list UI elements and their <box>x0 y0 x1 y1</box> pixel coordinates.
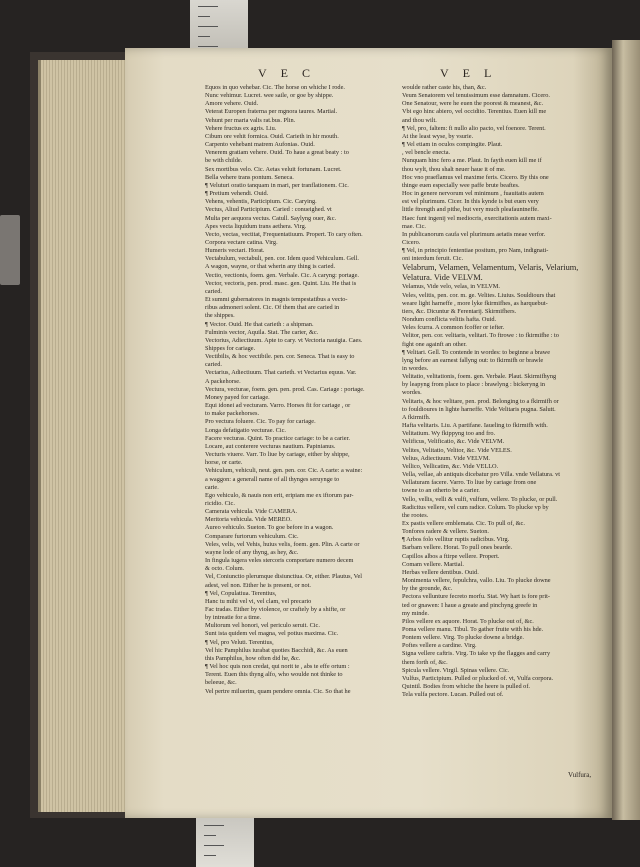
text-line: Apes vecta liquidum trans aethera. Virg. <box>205 222 307 230</box>
text-line: Multorum vel honori, vel periculo seruit. Cic. <box>205 622 320 630</box>
text-line: by intreatie for a time. <box>205 614 262 622</box>
measurement-ruler-bottom <box>196 815 254 867</box>
text-line: In fingula iugera veles stercoris comportare numero decem <box>205 557 354 565</box>
text-line: ¶ Arbos folo vellitur ruptis radicibus. Virg. <box>402 536 510 544</box>
text-line: Velificus, Velificatio, &c. Vide VELVM. <box>402 438 505 446</box>
text-line: ¶ Velitari. Gell. To contende in wordes: to beginne a brawe <box>402 348 551 356</box>
text-line: Capillos albos a ftirpe vellere. Propert. <box>402 552 500 560</box>
text-line: ricidio. Cic. <box>205 499 235 507</box>
text-line: Veum Senatorem vel tenuissimum esse damnatum. Cicero. <box>402 92 550 100</box>
text-line: mae. Cic. <box>402 222 426 230</box>
text-line: Venerem gratiam vehere. Ouid. To haue a great beaty : to <box>205 149 349 157</box>
text-line: Cibum ore vehit formica. Ouid. Carieth in hir mouth. <box>205 132 339 140</box>
text-line: caried. <box>205 361 222 369</box>
text-line: Vella, vellae, ab antiquis dicebatur pro Villa. vnde Vellatura. vt <box>402 471 560 479</box>
text-line: Shippes for cariage. <box>205 345 256 352</box>
page-edges <box>38 60 133 812</box>
right-column <box>402 84 610 699</box>
text-line: in wordes. <box>402 365 429 372</box>
text-line: Velitor, pen. cor. velitaris, velitari. To ftrowe : to fkirmifhe : to <box>402 332 559 340</box>
text-line: Vel hic Pamphilus iurabat quoties Bacchidi, &c. As euen <box>205 646 348 654</box>
text-line: weare light harneffe , more lyke fkirmifhes, as harquebut- <box>402 299 548 307</box>
text-line: est vel plurimum. Cicer. In this kynde is but euen very <box>402 198 539 206</box>
text-line: Vehens, vehentis, Participium. Cic. Carying. <box>205 198 317 206</box>
text-line: Nondum conflicta velitis hafta. Ouid. <box>402 316 497 324</box>
text-line: Velius, Adiectiuum. Vide VELVM. <box>402 454 491 462</box>
text-line: ¶ Pretium vehendi. Ouid. <box>205 190 269 198</box>
text-line: Bella vehere trans pontum. Seneca. <box>205 173 294 181</box>
text-line: the rootes. <box>402 511 429 519</box>
text-line: Monimenta vellere, fepulchra, vallo. Liu. To plucke downe <box>402 577 551 585</box>
text-line: Equi idonei ad vecturam. Varro. Horses fit for cariage , or <box>205 402 351 410</box>
text-line: caried. <box>205 287 222 295</box>
text-line: Hoc in genere nervorum vel minimum , fuauitatis autem <box>402 190 544 198</box>
text-line: Aureo vehiculo. Sueton. To goe before in a wagon. <box>205 524 334 532</box>
text-line: them forth of, &c. <box>402 658 448 666</box>
text-line: little ftrength and pithe, but very much pleafauntneffe. <box>402 206 539 214</box>
text-line: Nunc vehimur. Lucret. wee saile, or goe by shippe. <box>205 92 334 100</box>
text-line: my minde. <box>402 609 429 617</box>
text-line: Comparare furtorum vehiculum. Cic. <box>205 532 299 540</box>
text-line: to fouldioures in lighte harneffe. Vide Velitaris pugna. Salutt. <box>402 405 556 413</box>
text-line: A wagon, wayne, or that wherin any thing is caried. <box>205 263 336 271</box>
text-line: by the grounde, &c. <box>402 585 453 593</box>
text-line: Vulfus, Participium. Pulled or plucked of. vt, Vulfa corpora. <box>402 674 554 682</box>
text-line: Cicero. <box>402 238 421 246</box>
text-line: be with childe. <box>205 157 243 165</box>
text-line: Quintil. Bodies from whiche the heere is pulled of. <box>402 683 531 691</box>
text-line: Vectarius, Adiectiuum. That carieth. vt Vectarius equus. Var. <box>205 369 357 377</box>
text-line: lyng before an earnest fallyng out: to fkirmifh or brawle <box>402 356 544 364</box>
text-line: Vectorius, Adiectiuum. Apte to cary. vt Vectoria nauigia. Caes. <box>205 336 363 344</box>
text-line: Hoc vno praeflamus vel maxime feris. Cicero. By this one <box>402 173 549 181</box>
running-head-left: VEC <box>258 66 324 80</box>
text-line: ¶ Vel, Copulatiua. Terentius, <box>205 589 277 597</box>
text-line: Hafta velitaris. Liu. A partifane. Iaueling to fkirmifh with. <box>402 422 548 430</box>
text-line: wordes. <box>402 389 422 397</box>
text-line: Vectura, vecturae, foem. gen. pen. prod. Cas. Cariage : portage. <box>205 385 365 393</box>
text-line: ribus admoneri solent. Cic. Of them that are caried in <box>205 304 340 312</box>
text-line: Vectabulum, vectabuli, pen. cor. Idem quod Vehiculum. Gell. <box>205 255 359 263</box>
text-line: ¶ Vel, pro, faltem: fi nullo alio pacto, vel foenore. Terent. <box>402 124 546 132</box>
text-line: ¶ Vel, in principio fententiae positum, pro Nam, indignati- <box>402 247 549 255</box>
text-line: Vehere fructus ex agris. Liu. <box>205 124 277 132</box>
text-line: carie. <box>205 483 219 491</box>
text-line: Vehunt per maria valis rat.bus. Plin. <box>205 116 296 124</box>
text-line: Haec funt ingenij vel mediocris, exercitationis autem maxi- <box>402 214 552 222</box>
book-clamp <box>0 215 20 285</box>
text-line: Vel pertre miluerim, quam pendere omnia. Cic. So that he <box>205 687 351 695</box>
text-line: Ego vehiculo, & nauis non erit, eripiam me ex iftorum par- <box>205 491 354 499</box>
text-line: Ex pastis vellere emblemata. Cic. To pull of, &c. <box>402 519 525 527</box>
text-line: ¶ Vel hoc quis non credat, qui norit te , abs te effe ortum : <box>205 663 350 671</box>
text-line: Terent. Euen this thyng alfo, who woulde not thinke to <box>205 671 343 679</box>
text-line: Radicitus vellere, vel cum radice. Colum. To plucke vp by <box>402 503 549 511</box>
text-line: Pontem vellere. Virg. To plucke downe a bridge. <box>402 634 524 642</box>
text-line: Sunt ista quidem vel magna, vel potius maxima. Cic. <box>205 630 339 638</box>
text-line: ted or gnawen: I haue a greate and pinchyng greefe in <box>402 601 538 609</box>
text-line: Comam vellere. Martial. <box>402 560 464 568</box>
text-line: woulde rather caste his, than, &c. <box>402 84 487 91</box>
text-line: Tela vulfa pectore. Lucan. Pulled out of. <box>402 691 504 699</box>
text-line: Et summi gubernatores in magnis tempestatibus a vecto- <box>205 296 348 304</box>
text-line: fight one againft an other. <box>402 340 467 348</box>
text-line: to make packehorses. <box>205 410 260 418</box>
text-line: Vecturis viuere. Varr. To liue by cariage, either by shippe, <box>205 451 350 459</box>
text-line: Pilos vellere ex aquore. Horat. To plucke out of, &c. <box>402 617 534 625</box>
text-line: , vel bencle enecta. <box>402 149 451 157</box>
text-line: Velatura. Vide VELVM. <box>402 273 483 283</box>
text-line: and thou wilt. <box>402 116 437 124</box>
text-line: Velitaris, & hoc velitare, pen. prod. Belonging to a fkirmifh or <box>402 397 559 405</box>
text-line: Money payed for cariage. <box>205 393 270 401</box>
catchword: Vulfura, <box>568 771 592 779</box>
text-line: Poftes vellere a cardine. Virg. <box>402 642 477 650</box>
text-line: Veterat Europen fraterna per mgnora taures. Martial. <box>205 108 338 116</box>
text-line: Meritoria vehicula. Vide MEREO. <box>205 516 292 524</box>
text-line: Pectora vellunture fecreto morfu. Stat. Wy hart is fore prit- <box>402 593 550 601</box>
text-line: In publicanorum caufa vel plurimum aetatis meae verfor. <box>402 230 546 238</box>
text-line: Humeris vectari. Horat. <box>205 247 265 255</box>
text-line: Velitatium. Wy fkippyng too and fro. <box>402 430 496 438</box>
text-line: Vector, vectoris, pen. prod. masc. gen. Quint. Liu. He that is <box>205 279 357 287</box>
text-line: Longa defatigatio vecturae. Cic. <box>205 426 286 434</box>
text-line: ¶ Vector. Ouid. He that carieth : a shipman. <box>205 320 314 328</box>
text-line: Velitatio, velitationis, foem. gen. Verbale. Plaut. Skirmifhyng <box>402 373 557 381</box>
text-line: Spicula vellere. Virgil. Spinas vellere. Cic. <box>402 666 510 674</box>
running-head-right: VEL <box>440 66 506 80</box>
text-line: oni interdum feruit. Cic. <box>402 255 464 263</box>
text-line: the shippes. <box>205 312 235 320</box>
text-line: ¶ Vel, pro Veluti. Terentius, <box>205 638 274 646</box>
text-line: Veles, velis, vel Vehis, huius velis, foem. gen. Plin. A carte or <box>205 540 360 548</box>
text-line: Vbi ego hinc abiero, vel occidito. Terentius. Euen kill me <box>402 108 547 116</box>
text-line: ¶ Vel etiam in oculos compingite. Plaut. <box>402 141 503 149</box>
text-line: Vectus, Aliud Participium. Caried : conueighed. vt <box>205 206 332 214</box>
text-line: Tonfores radere & vellere. Sueton. <box>402 528 489 536</box>
text-line: Barbam vellere. Horat. To pull ones bearde. <box>402 544 513 552</box>
text-line: Herbas vellere dentibus. Ouid. <box>402 568 479 576</box>
text-line: Poma vellere manu. Tibul. To gather fruite with his hde. <box>402 626 544 633</box>
text-line: Velamus, Vide velo, velas, in VELVM. <box>402 283 500 291</box>
text-line: Vectio, vectionis, foem. gen. Verbale. Cic. A caryng: portage. <box>205 271 359 279</box>
text-line: Vellaturam facere. Varro. To liue by cariage from one <box>402 479 537 487</box>
text-line: Equos in quo vehebar. Cic. The horse on whiche I rode. <box>205 84 345 91</box>
text-line: towne to an otherto be a carier. <box>402 487 480 495</box>
text-line: Velabrum, Velamen, Velamentum, Velaris, Velarium, <box>402 263 579 273</box>
text-line: Vecto, vectas, vectitat, Frequentatiuum. Propert. To cary often. <box>205 230 363 238</box>
text-line: Fulminis vector, Aquila. Stat. The carier, &c. <box>205 328 319 336</box>
text-line: tiers, &c. Dicuntur & Ferentarij. Skirmifhers. <box>402 307 517 315</box>
text-line: Corpora vectare catina. Virg. <box>205 238 278 246</box>
text-line: Vehiculum, vehiculi, neut. gen. pen. cor. Cic. A carte: a waine: <box>205 467 363 475</box>
text-line: Carpento vehebant matrem Aufonias. Ouid. <box>205 141 315 149</box>
text-line: Signa vellere caftris. Virg. To take vp the flagges and carry <box>402 650 551 658</box>
text-line: Vectibilis, & hoc vectibile. pen. cor. Seneca. That is easy to <box>205 353 355 361</box>
text-line: a waggon: a generall name of all thynges seruynge to <box>205 475 340 483</box>
text-line: Hanc tu mihi vel vi, vel clam, vel precario <box>205 597 312 605</box>
text-line: Sex mortibus velo. Cic. Aetas veluit fortunam. Lucret. <box>205 165 342 173</box>
text-line: Veles, velitis, pen. cor. m. ge. Velites. Liuius. Souldiours that <box>402 291 556 299</box>
text-line: thou wylt, thou shalt neuer haue it of me. <box>402 165 506 173</box>
text-line: At the least wyse, by vsurie. <box>402 132 474 140</box>
text-line: Nunquam hinc fero a me. Plaut. In fayth euen kill me if <box>402 157 542 165</box>
text-line: Camerata vehicula. Vide CAMERA. <box>205 508 298 516</box>
text-line: Facere vecturas. Quint. To practice cariage: to be a carier. <box>205 434 350 442</box>
text-line: Pro vectura foluere. Cic. To pay for cariage. <box>205 418 316 426</box>
text-line: A fkirmifh. <box>402 413 431 421</box>
text-line: thinge euen especially wee paffe brute beaftes. <box>402 181 520 189</box>
text-line: horse, or carte. <box>205 459 243 467</box>
text-line: wayne lode of any thyng, as hey, &c. <box>205 548 299 556</box>
text-line: Vellico, Vellicatim, &c. Vide VELLO. <box>402 462 499 470</box>
text-line: by leapyng from place to place : brawlyng : bickeryng in <box>402 381 546 389</box>
text-line: ¶ Veluturi oratio tanquam in mari, per tranflationem. Cic. <box>205 181 349 189</box>
text-line: Vel, Coniunctio plerumque disiunctiua. Or, either. Plautus, Vel <box>205 573 363 581</box>
text-line: Fac tradas. Either by violence, or craftely by a shifte, or <box>205 606 346 613</box>
text-line: Amore vehere. Ouid. <box>205 100 259 108</box>
text-line: this Pamphilus, how often did he, &c. <box>205 654 301 662</box>
facing-page-edge <box>612 40 640 820</box>
text-line: beleeue, &c. <box>205 679 237 687</box>
text-line: Veles fcurra. A common fcoffer or iefter. <box>402 324 505 332</box>
text-line: Locare, aut conterere vecturas nautium. Papinianus. <box>205 442 336 450</box>
left-column <box>205 84 401 696</box>
text-line: Vello, vellis, velli & vulfi, vulfum, vellere. To plucke, or pull. <box>402 495 558 503</box>
text-line: Velites, Velitatio, Velitor, &c. Vide VELES. <box>402 446 512 454</box>
text-line: adest, vel non. Either he is present, or not. <box>205 581 311 589</box>
text-line: A packehorse. <box>205 377 241 385</box>
text-line: Multa per aequora vectus. Catull. Saylyng ouer, &c. <box>205 214 337 222</box>
text-line: & octo. Colum. <box>205 565 245 573</box>
text-line: One Senatour, were he euen the poorest & meanest, &c. <box>402 100 544 108</box>
